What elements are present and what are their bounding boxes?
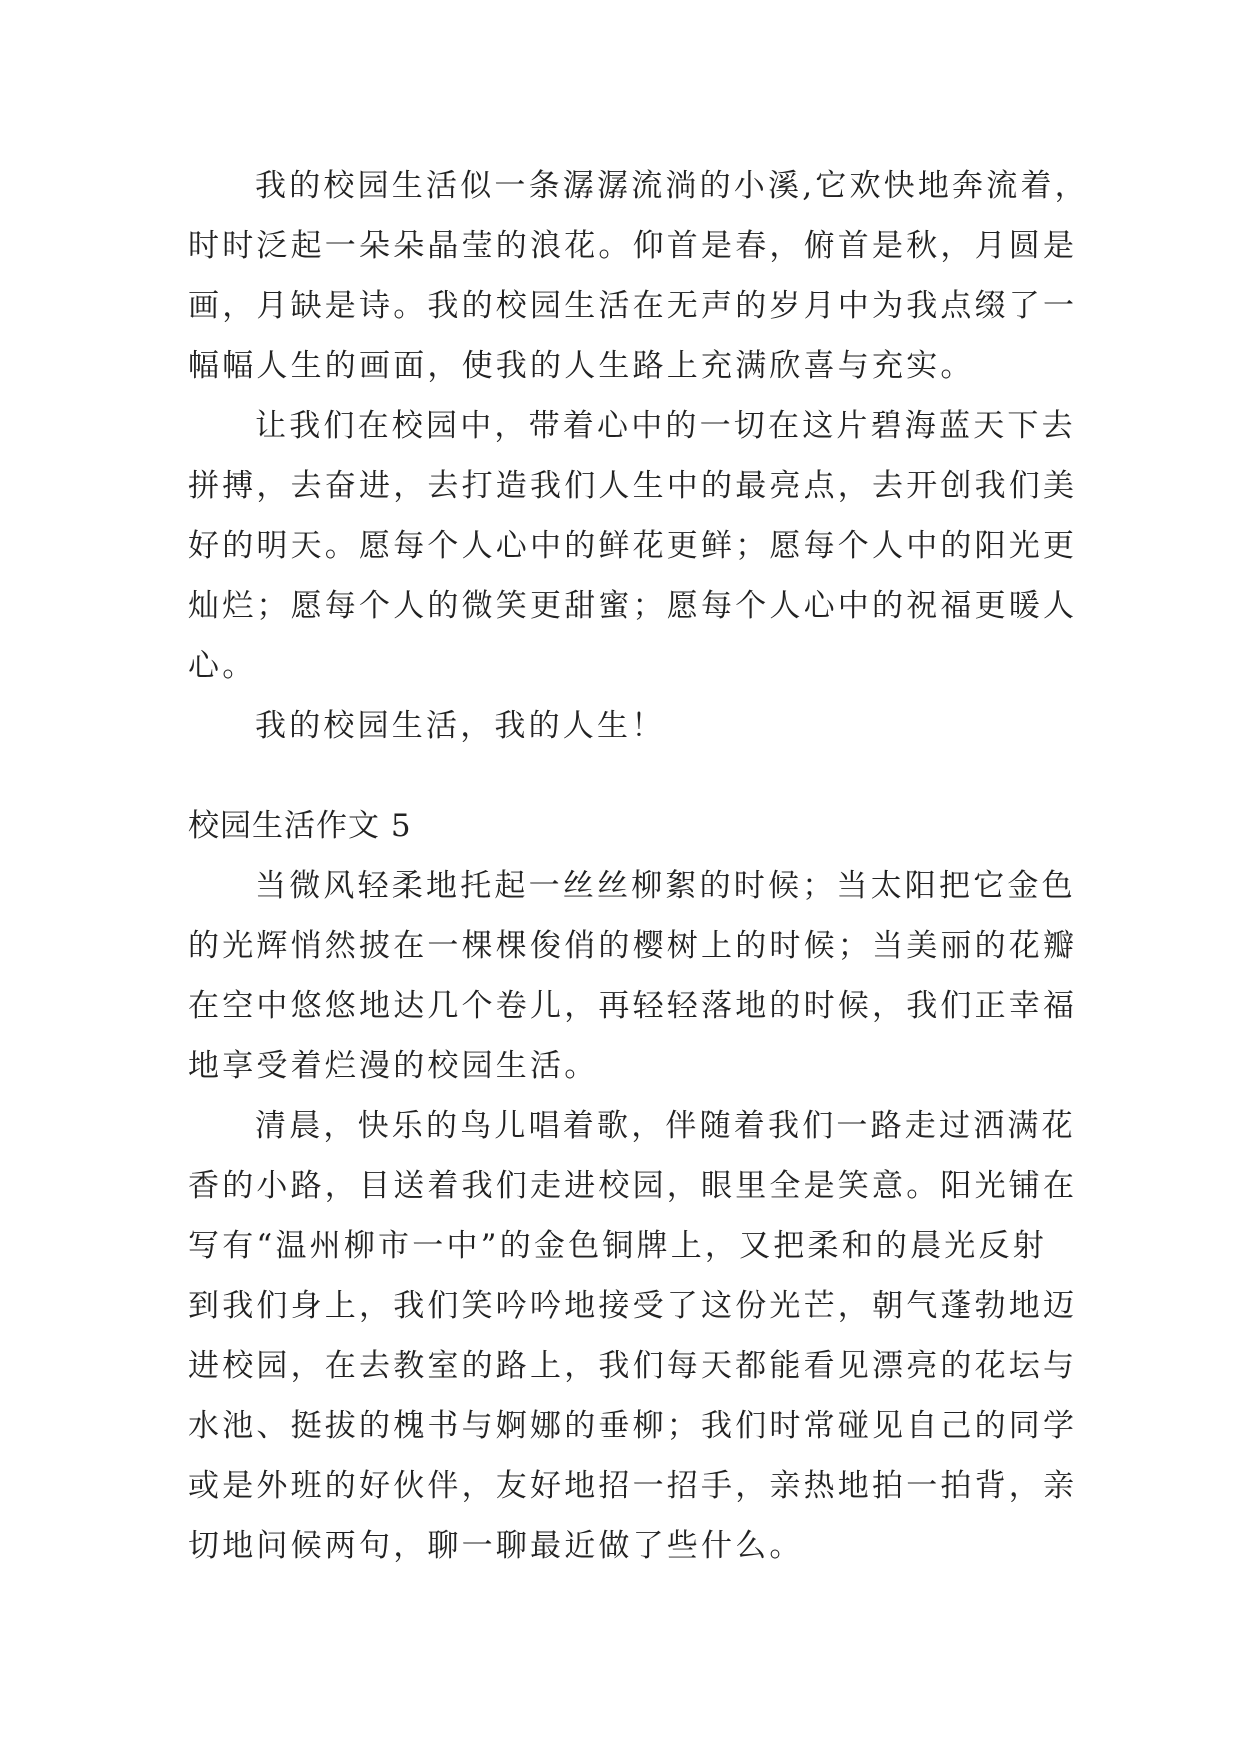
paragraph-line: 切地问候两句，聊一聊最近做了些什么。 <box>188 1528 804 1564</box>
paragraph-line: 画，月缺是诗。我的校园生活在无声的岁月中为我点缀了一 <box>188 288 1078 324</box>
paragraph-line: 香的小路，目送着我们走进校园，眼里全是笑意。阳光铺在 <box>188 1168 1078 1204</box>
paragraph-line: 进校园，在去教室的路上，我们每天都能看见漂亮的花坛与 <box>188 1348 1078 1384</box>
paragraph-line: 我的校园生活，我的人生！ <box>255 708 666 744</box>
paragraph-line: 让我们在校园中，带着心中的一切在这片碧海蓝天下去 <box>255 408 1076 444</box>
paragraph-line: 当微风轻柔地托起一丝丝柳絮的时候；当太阳把它金色 <box>255 868 1076 904</box>
paragraph-line: 水池、挺拔的槐书与婀娜的垂柳；我们时常碰见自己的同学 <box>188 1408 1078 1444</box>
paragraph-line: 我的校园生活似一条潺潺流淌的小溪,它欢快地奔流着， <box>255 168 1089 204</box>
paragraph-line: 时时泛起一朵朵晶莹的浪花。仰首是春，俯首是秋，月圆是 <box>188 228 1078 264</box>
paragraph-line: 幅幅人生的画面，使我的人生路上充满欣喜与充实。 <box>188 348 975 384</box>
paragraph-line: 清晨，快乐的鸟儿唱着歌，伴随着我们一路走过洒满花 <box>255 1108 1076 1144</box>
paragraph-line: 写有“温州柳市一中”的金色铜牌上，又把柔和的晨光反射 <box>188 1228 1047 1264</box>
paragraph-line: 地享受着烂漫的校园生活。 <box>188 1048 599 1084</box>
paragraph-line: 的光辉悄然披在一棵棵俊俏的樱树上的时候；当美丽的花瓣 <box>188 928 1078 964</box>
paragraph-line: 在空中悠悠地达几个卷儿，再轻轻落地的时候，我们正幸福 <box>188 988 1078 1024</box>
paragraph-line: 好的明天。愿每个人心中的鲜花更鲜；愿每个人中的阳光更 <box>188 528 1078 564</box>
paragraph-line: 拼搏，去奋进，去打造我们人生中的最亮点，去开创我们美 <box>188 468 1078 504</box>
paragraph-line: 灿烂；愿每个人的微笑更甜蜜；愿每个人心中的祝福更暖人 <box>188 588 1078 624</box>
paragraph-line: 心。 <box>188 648 257 684</box>
paragraph-line: 或是外班的好伙伴，友好地招一招手，亲热地拍一拍背，亲 <box>188 1468 1078 1504</box>
paragraph-line: 到我们身上，我们笑吟吟地接受了这份光芒，朝气蓬勃地迈 <box>188 1288 1078 1324</box>
section-heading: 校园生活作文 5 <box>188 808 412 844</box>
